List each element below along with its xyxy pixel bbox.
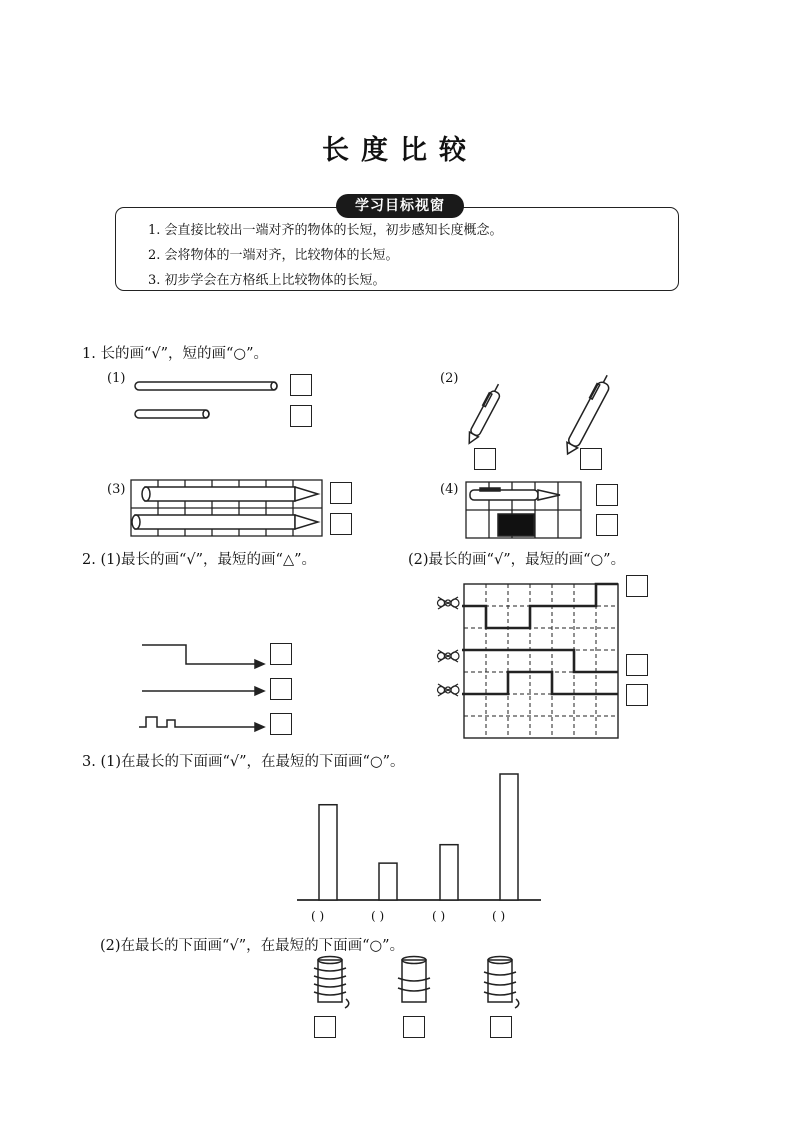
coil-icon-3 bbox=[484, 957, 519, 1009]
goals-tag: 学习目标视窗 bbox=[336, 194, 464, 218]
bar-3 bbox=[440, 845, 458, 900]
ant-icon bbox=[438, 597, 460, 696]
bar-1 bbox=[319, 805, 337, 900]
pencil-icon-top bbox=[142, 487, 318, 501]
q2-path-2 bbox=[142, 687, 264, 695]
q1-label-4: (4) bbox=[440, 482, 459, 497]
bar-4 bbox=[500, 774, 518, 900]
short-rod-icon bbox=[135, 410, 209, 418]
long-rod-icon bbox=[135, 382, 277, 390]
q1-label-1: (1) bbox=[107, 371, 126, 386]
bars-group bbox=[319, 774, 518, 900]
coil-icon-2 bbox=[398, 957, 430, 1003]
pen-icon-right bbox=[561, 373, 614, 457]
q1-instruction: 1. 长的画“√”，短的画“○”。 bbox=[82, 346, 268, 362]
q2-part1-instruction: 2. (1)最长的画“√”，最短的画“△”。 bbox=[82, 552, 317, 568]
q1-label-2: (2) bbox=[440, 371, 459, 386]
q2-part2-instruction: (2)最长的画“√”，最短的画“○”。 bbox=[408, 552, 626, 568]
page-title: 长度比较 bbox=[322, 135, 478, 166]
q3-part1-instruction: 3. (1)在最长的下面画“√”，在最短的下面画“○”。 bbox=[82, 754, 405, 770]
bar-2 bbox=[379, 863, 397, 900]
pencil-icon-bottom bbox=[132, 515, 318, 529]
q2-path-3 bbox=[139, 717, 264, 731]
pen-icon-left bbox=[464, 382, 505, 445]
q1-label-3: (3) bbox=[107, 482, 126, 497]
q3-part2-instruction: (2)在最长的下面画“√”，在最短的下面画“○”。 bbox=[100, 938, 405, 954]
fountain-pen-icon bbox=[470, 488, 560, 500]
goal-item-2: 2. 会将物体的一端对齐，比较物体的长短。 bbox=[148, 248, 399, 263]
q3-1-paren-4[interactable]: ( ) bbox=[492, 909, 506, 923]
q3-1-paren-2[interactable]: ( ) bbox=[371, 909, 385, 923]
eraser-icon bbox=[498, 514, 534, 536]
q3-1-paren-1[interactable]: ( ) bbox=[311, 909, 325, 923]
q3-1-paren-3[interactable]: ( ) bbox=[432, 909, 446, 923]
q2-routes bbox=[462, 584, 618, 694]
goal-item-3: 3. 初步学会在方格纸上比较物体的长短。 bbox=[148, 273, 386, 288]
coil-icon-1 bbox=[314, 957, 349, 1009]
goal-item-1: 1. 会直接比较出一端对齐的物体的长短，初步感知长度概念。 bbox=[148, 223, 503, 238]
q2-path-1 bbox=[142, 645, 264, 668]
